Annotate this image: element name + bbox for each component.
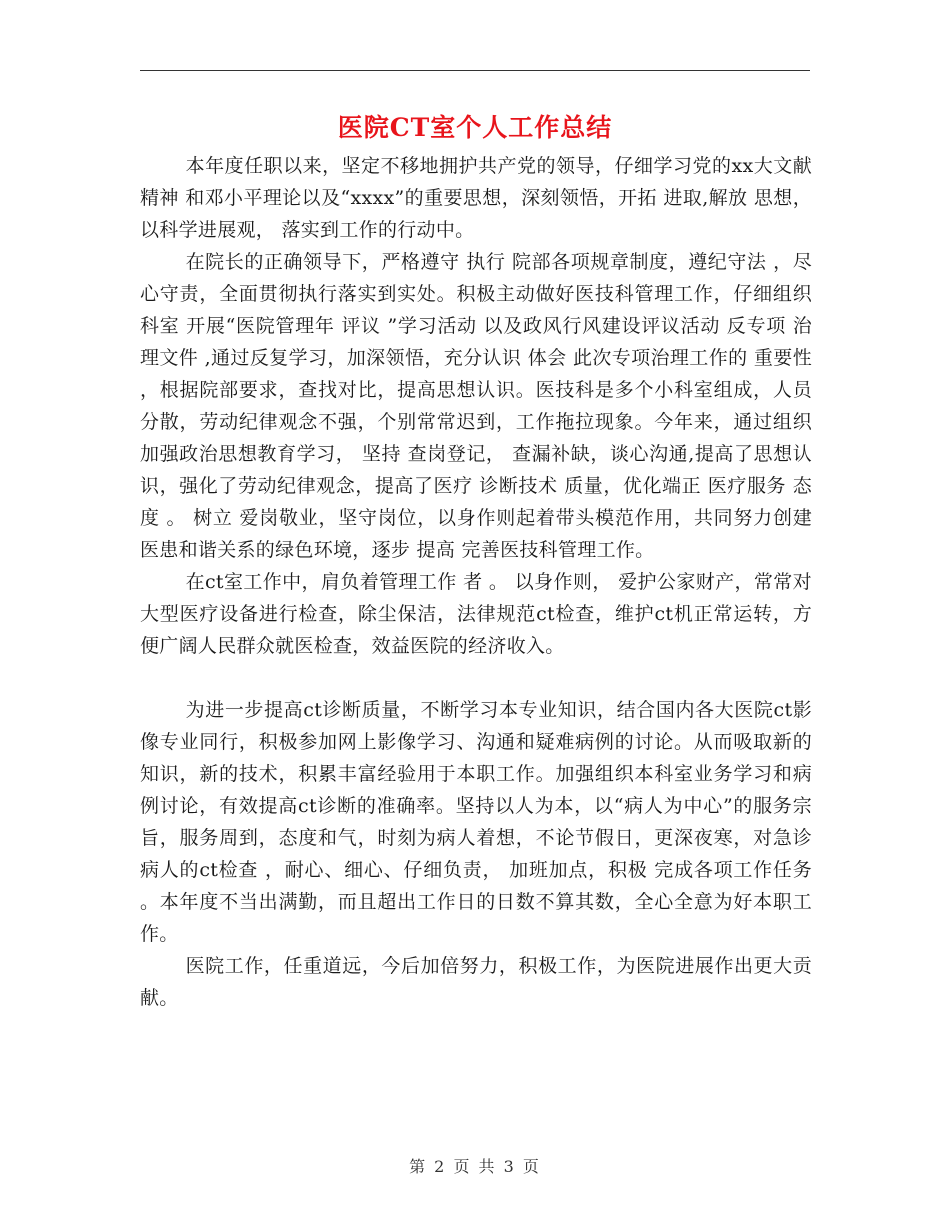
paragraph-intro: 本年度任职以来，坚定不移地拥护共产党的领导，仔细学习党的xx大文献精神 和邓小平理论以及“xxxx”的重要思想，深刻领悟，开拓 进取,解放 思想，以科学进展观， 落实到工作的行动中。: [140, 155, 812, 241]
paragraph-ct-room: 在ct室工作中，肩负着管理工作 者 。 以身作则， 爱护公家财产，常常对大型医疗设备进行检查，除尘保洁，法律规范ct检查，维护ct机正常运转，方便广阔人民群众就医检查，效益医院的经济收入。: [140, 571, 812, 657]
document-title: 医院CT室个人工作总结: [337, 113, 613, 142]
paragraph-conclusion: 医院工作，任重道远，今后加倍努力，积极工作，为医院进展作出更大贡献。: [140, 955, 812, 1009]
header-rule: [140, 70, 810, 71]
paragraph-management: 在院长的正确领导下，严格遵守 执行 院部各项规章制度，遵纪守法 ，尽心守责，全面贯彻执行落实到实处。积极主动做好医技科管理工作，仔细组织 科室 开展“医院管理年 评议 ”学习活动 以及政风行风建设评议活动 反专项 治理文件 ,通过反复学习，加深领悟，充分认识 体会 此次专项治理工作的 重要性 ，根据院部要求，查找对比，提高思想认识。医技科是多个小科室组成，人员分散，劳动纪律观念不强，个别常常迟到，工作拖拉现象。今年来，通过组织加强政治思想教育学习， 坚持 查岗登记， 查漏补缺，谈心沟通,提高了思想认识，强化了劳动纪律观念，提高了医疗 诊断技术 质量，优化端正 医疗服务 态度 。 树立 爱岗敬业，坚守岗位，以身作则起着带头模范作用，共同努力创建医患和谐关系的绿色环境，逐步 提高 完善医技科管理工作。: [140, 251, 812, 561]
paragraph-diagnosis-quality: 为进一步提高ct诊断质量，不断学习本专业知识，结合国内各大医院ct影像专业同行，积极参加网上影像学习、沟通和疑难病例的讨论。从而吸取新的知识，新的技术，积累丰富经验用于本职工作。加强组织本科室业务学习和病例讨论，有效提高ct诊断的准确率。坚持以人为本，以“病人为中心”的服务宗旨，服务周到，态度和气，时刻为病人着想，不论节假日，更深夜寒，对急诊病人的ct检查 ，耐心、细心、仔细负责， 加班加点，积极 完成各项工作任务 。本年度不当出满勤，而且超出工作日的日数不算其数，全心全意为好本职工作。: [140, 699, 812, 945]
document-body: [140, 150, 812, 1014]
page-number: 第 2 页 共 3 页: [409, 1157, 541, 1176]
